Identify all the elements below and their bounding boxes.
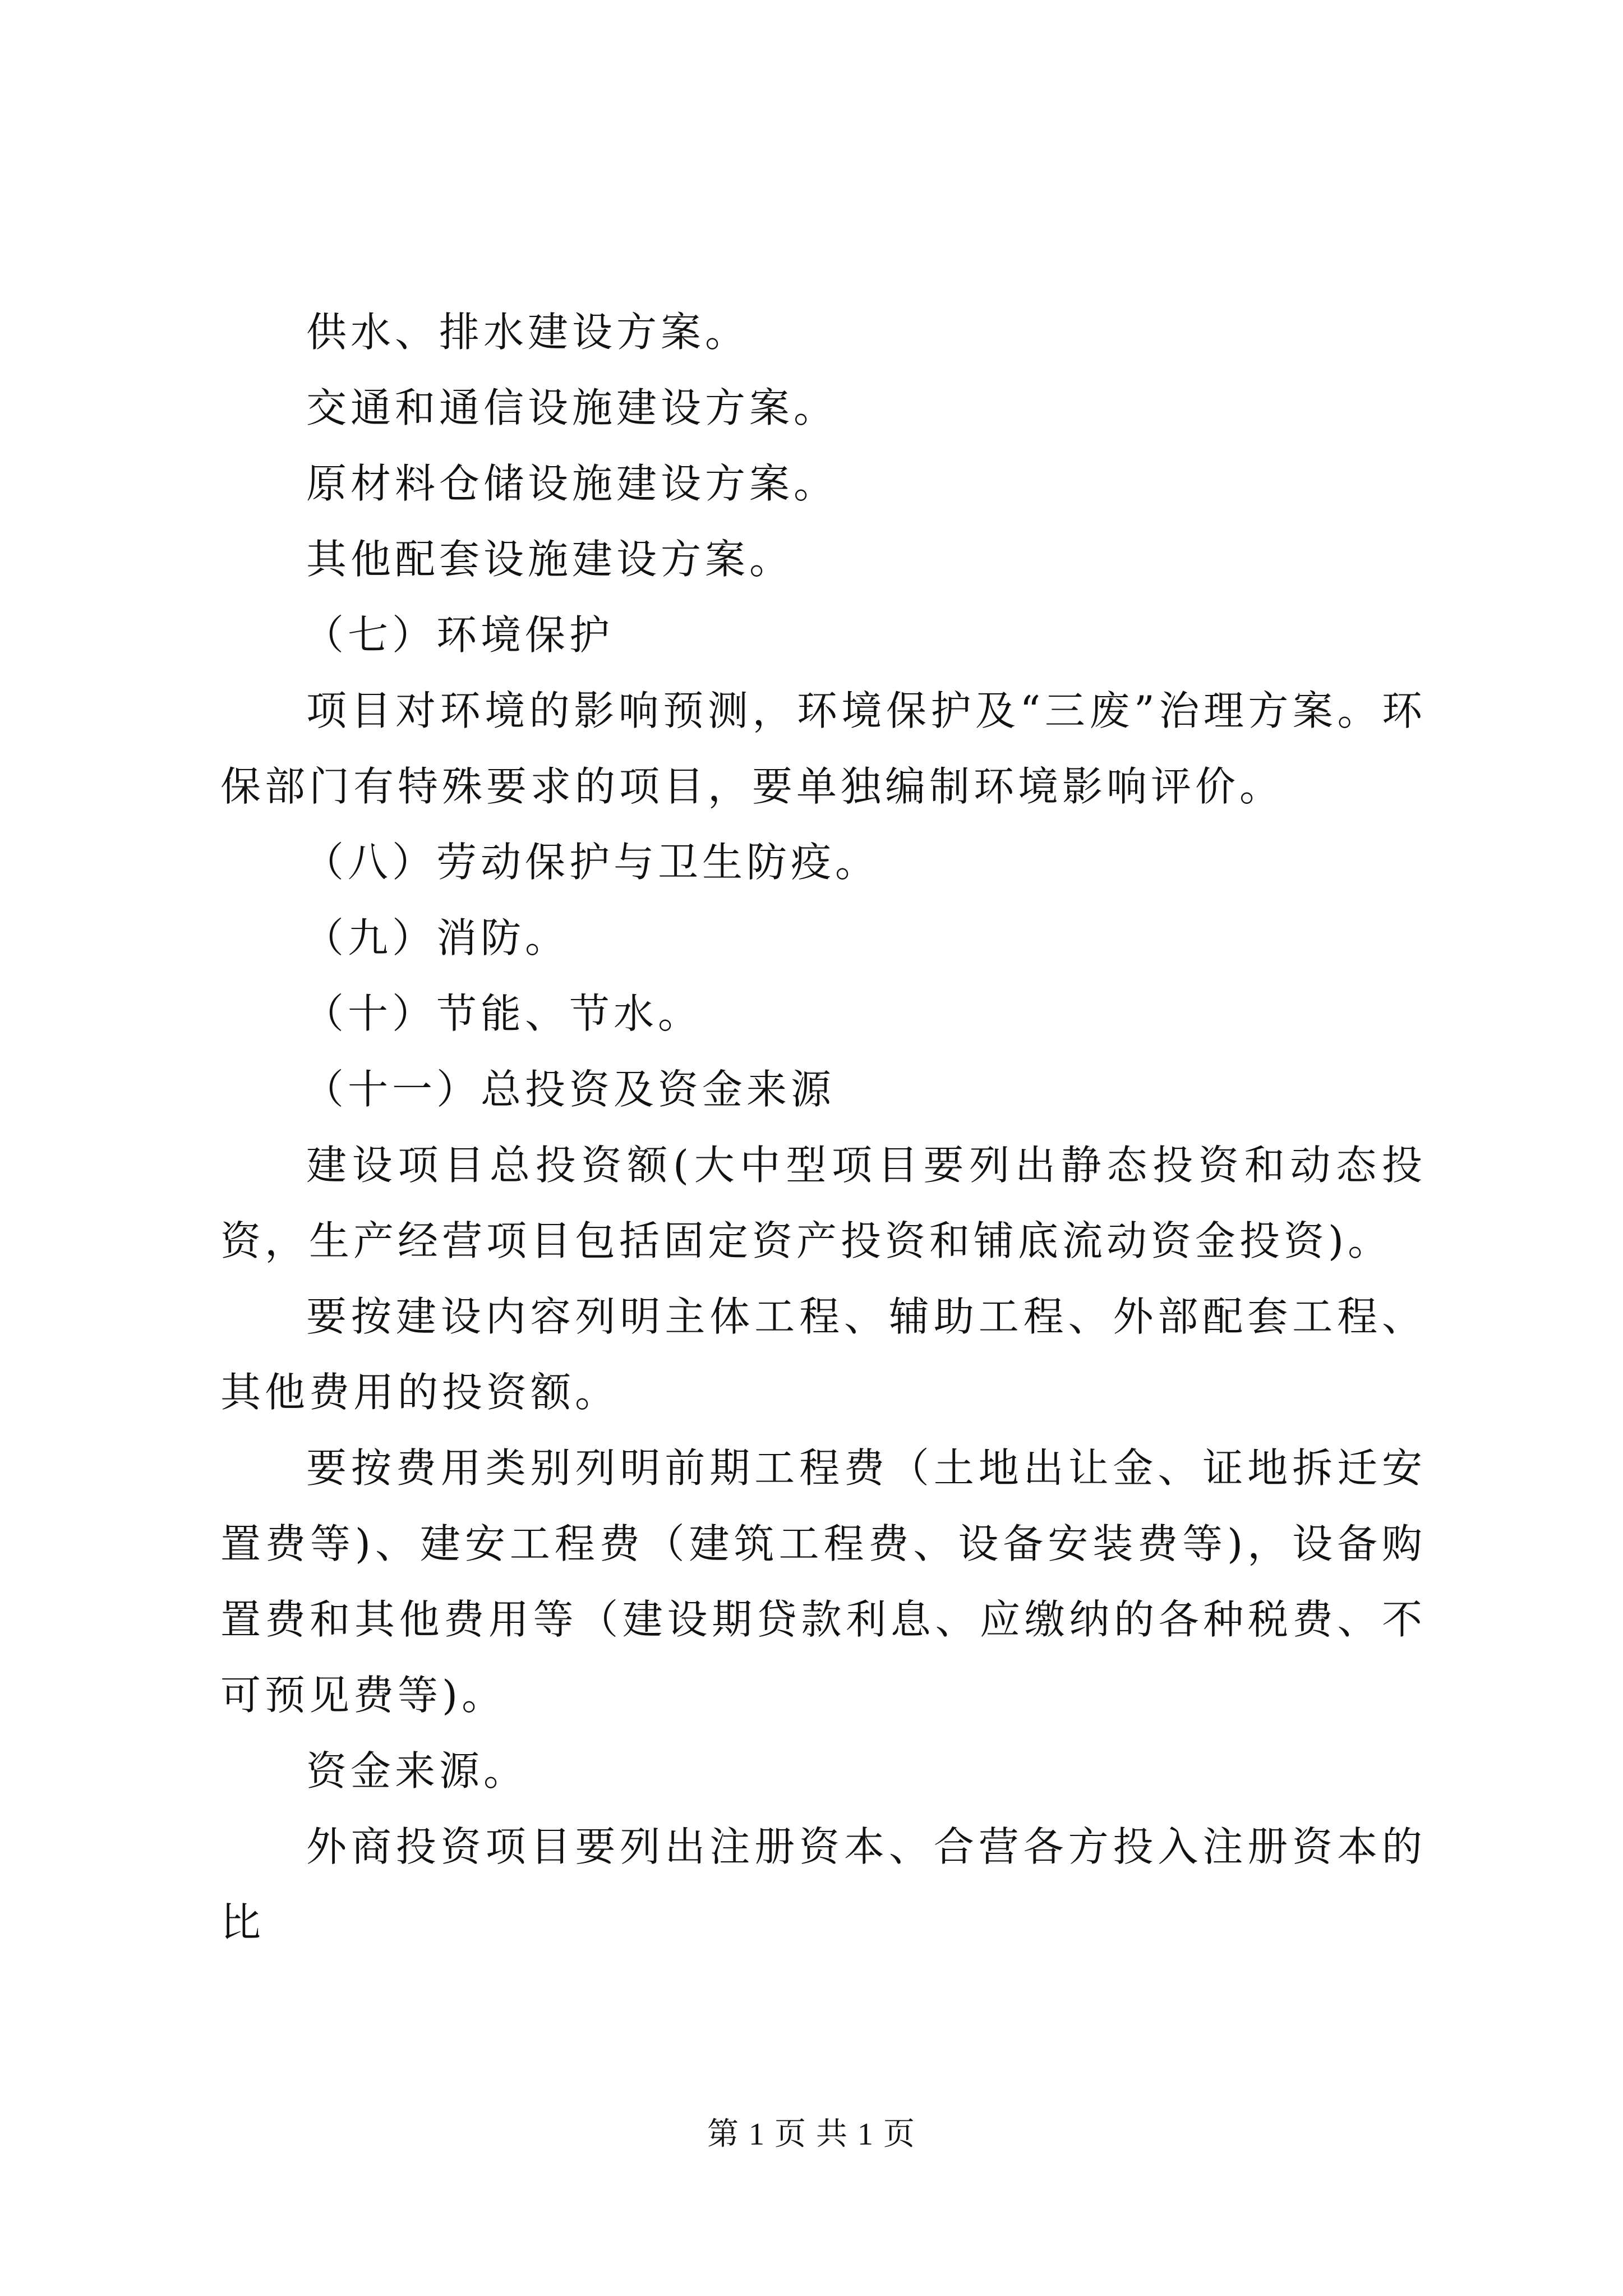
document-body [220, 295, 1426, 1961]
paragraph-foreign-investment: 外商投资项目要列出注册资本、合营各方投入注册资本的比 [220, 1823, 1426, 1946]
paragraph-funding-source: 资金来源。 [306, 1747, 528, 1795]
section-heading-fire-protection: （九）消防。 [303, 914, 570, 961]
page-footer: 第 1 页 共 1 页 [707, 2117, 916, 2152]
section-heading-environment: （七）环境保护 [303, 611, 614, 659]
paragraph-transport-communication: 交通和通信设施建设方案。 [306, 384, 838, 431]
section-heading-labor-protection: （八）劳动保护与卫生防疫。 [303, 839, 880, 886]
section-heading-energy-water-saving: （十）节能、节水。 [303, 990, 703, 1037]
paragraph-water-supply: 供水、排水建设方案。 [306, 309, 750, 356]
paragraph-environment-impact: 项目对环境的影响预测，环境保护及“三废”治理方案。环保部门有特殊要求的项目，要单独编制环境影响评价。 [220, 687, 1426, 810]
paragraph-raw-material-storage: 原材料仓储设施建设方案。 [306, 460, 838, 507]
paragraph-cost-categories: 要按费用类别列明前期工程费（土地出让金、证地拆迁安置费等)、建安工程费（建筑工程费、设备安装费等)，设备购置费和其他费用等（建设期贷款利息、应缴纳的各种税费、不可预见费等)。 [220, 1444, 1426, 1719]
paragraph-total-investment: 建设项目总投资额(大中型项目要列出静态投资和动态投资，生产经营项目包括固定资产投资和铺底流动资金投资)。 [220, 1142, 1426, 1264]
paragraph-construction-content: 要按建设内容列明主体工程、辅助工程、外部配套工程、其他费用的投资额。 [220, 1293, 1426, 1416]
section-heading-investment: （十一）总投资及资金来源 [303, 1066, 836, 1113]
paragraph-other-facilities: 其他配套设施建设方案。 [306, 536, 794, 583]
